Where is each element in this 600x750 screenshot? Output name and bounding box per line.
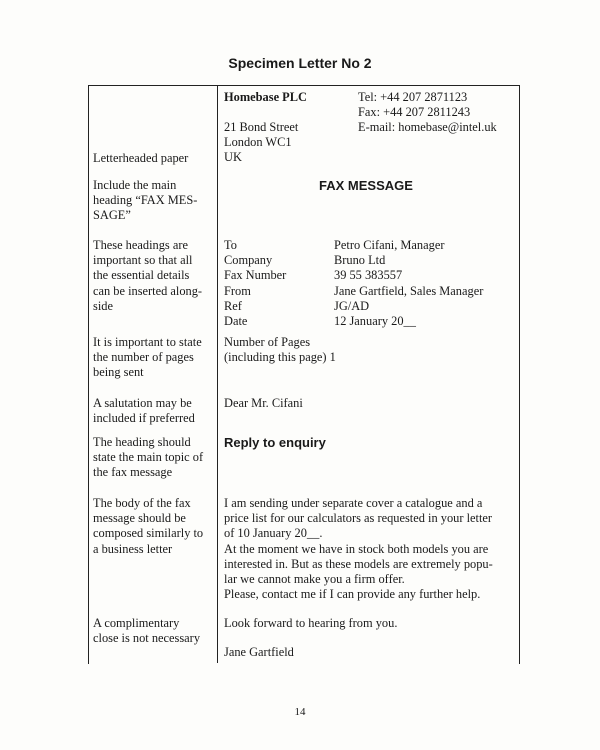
fax-heading: FAX MESSAGE: [319, 178, 413, 193]
body-line: price list for our calculators as requested in your letter: [224, 511, 493, 526]
column-divider: [217, 85, 218, 663]
note-line: message should be: [93, 511, 186, 526]
company-name: Homebase PLC: [224, 90, 307, 104]
company-address: [224, 120, 298, 166]
note-line: The body of the fax: [93, 496, 191, 510]
note-line: can be inserted along-: [93, 283, 203, 298]
address-line: 21 Bond Street: [224, 120, 299, 134]
note-line: A complimentary: [93, 616, 180, 630]
field-value-ref: JG/AD: [334, 298, 370, 313]
field-values: [334, 238, 483, 329]
note-line: important so that all: [93, 253, 193, 268]
note-line: the essential details: [93, 268, 190, 283]
note-line: SAGE”: [93, 208, 131, 223]
field-label-company: Company: [224, 253, 273, 268]
note-letterhead: [93, 151, 215, 166]
pages-info-line: Number of Pages: [224, 335, 311, 349]
note-details: [93, 238, 215, 314]
note-pages: [93, 335, 215, 381]
note-salutation: [93, 396, 215, 426]
note-line: heading “FAX MES-: [93, 193, 198, 208]
note-line: The heading should: [93, 435, 191, 449]
body-line: of 10 January 20__.: [224, 526, 323, 541]
body-line: Please, contact me if I can provide any further help.: [224, 587, 481, 602]
note-line: the fax message: [93, 465, 173, 480]
pages-info-line: (including this page) 1: [224, 350, 336, 365]
field-label-date: Date: [224, 314, 248, 329]
company-contacts: [358, 90, 497, 136]
field-value-from: Jane Gartfield, Sales Manager: [334, 283, 484, 298]
field-value-company: Bruno Ltd: [334, 253, 386, 268]
page-number: 14: [294, 706, 306, 718]
note-line: state the main topic of: [93, 450, 204, 465]
field-label-fax-number: Fax Number: [224, 268, 287, 283]
note-line: composed similarly to: [93, 526, 204, 541]
fax-number: Fax: +44 207 2811243: [358, 105, 471, 120]
body-line: interested in. But as these models are extremely popu-: [224, 556, 493, 571]
field-label-from: From: [224, 283, 251, 298]
page-title: Specimen Letter No 2: [228, 55, 372, 71]
note-line: These headings are: [93, 238, 188, 252]
note-line: Letterheaded paper: [93, 151, 189, 165]
note-line: a business letter: [93, 541, 173, 556]
note-heading: [93, 178, 215, 224]
tel-number: Tel: +44 207 2871123: [358, 90, 468, 104]
address-line: UK: [224, 150, 242, 165]
subject-heading: Reply to enquiry: [224, 435, 326, 450]
note-body: [93, 496, 215, 557]
email-address: E-mail: homebase@intel.uk: [358, 120, 497, 135]
note-line: included if preferred: [93, 411, 195, 426]
message-body: [224, 496, 493, 602]
note-line: side: [93, 298, 113, 313]
field-value-fax-number: 39 55 383557: [334, 268, 403, 283]
salutation: Dear Mr. Cifani: [224, 396, 303, 410]
field-value-to: Petro Cifani, Manager: [334, 238, 445, 252]
closing-line: Look forward to hearing from you.: [224, 616, 398, 630]
note-line: close is not necessary: [93, 631, 201, 646]
field-labels: [224, 238, 286, 329]
body-line: At the moment we have in stock both models you are: [224, 541, 489, 556]
address-line: London WC1: [224, 135, 292, 150]
field-label-to: To: [224, 238, 237, 252]
body-line: lar we cannot make you a firm offer.: [224, 572, 405, 587]
note-line: A salutation may be: [93, 396, 192, 410]
note-line: It is important to state: [93, 335, 202, 349]
note-line: the number of pages: [93, 350, 194, 365]
pages-info: [224, 335, 336, 365]
note-close: [93, 616, 215, 646]
note-topic: [93, 435, 215, 481]
field-value-date: 12 January 20__: [334, 314, 416, 329]
field-label-ref: Ref: [224, 298, 242, 313]
body-line: I am sending under separate cover a catalogue and a: [224, 496, 483, 510]
note-line: Include the main: [93, 178, 177, 192]
signature: Jane Gartfield: [224, 645, 294, 659]
note-line: being sent: [93, 365, 144, 380]
